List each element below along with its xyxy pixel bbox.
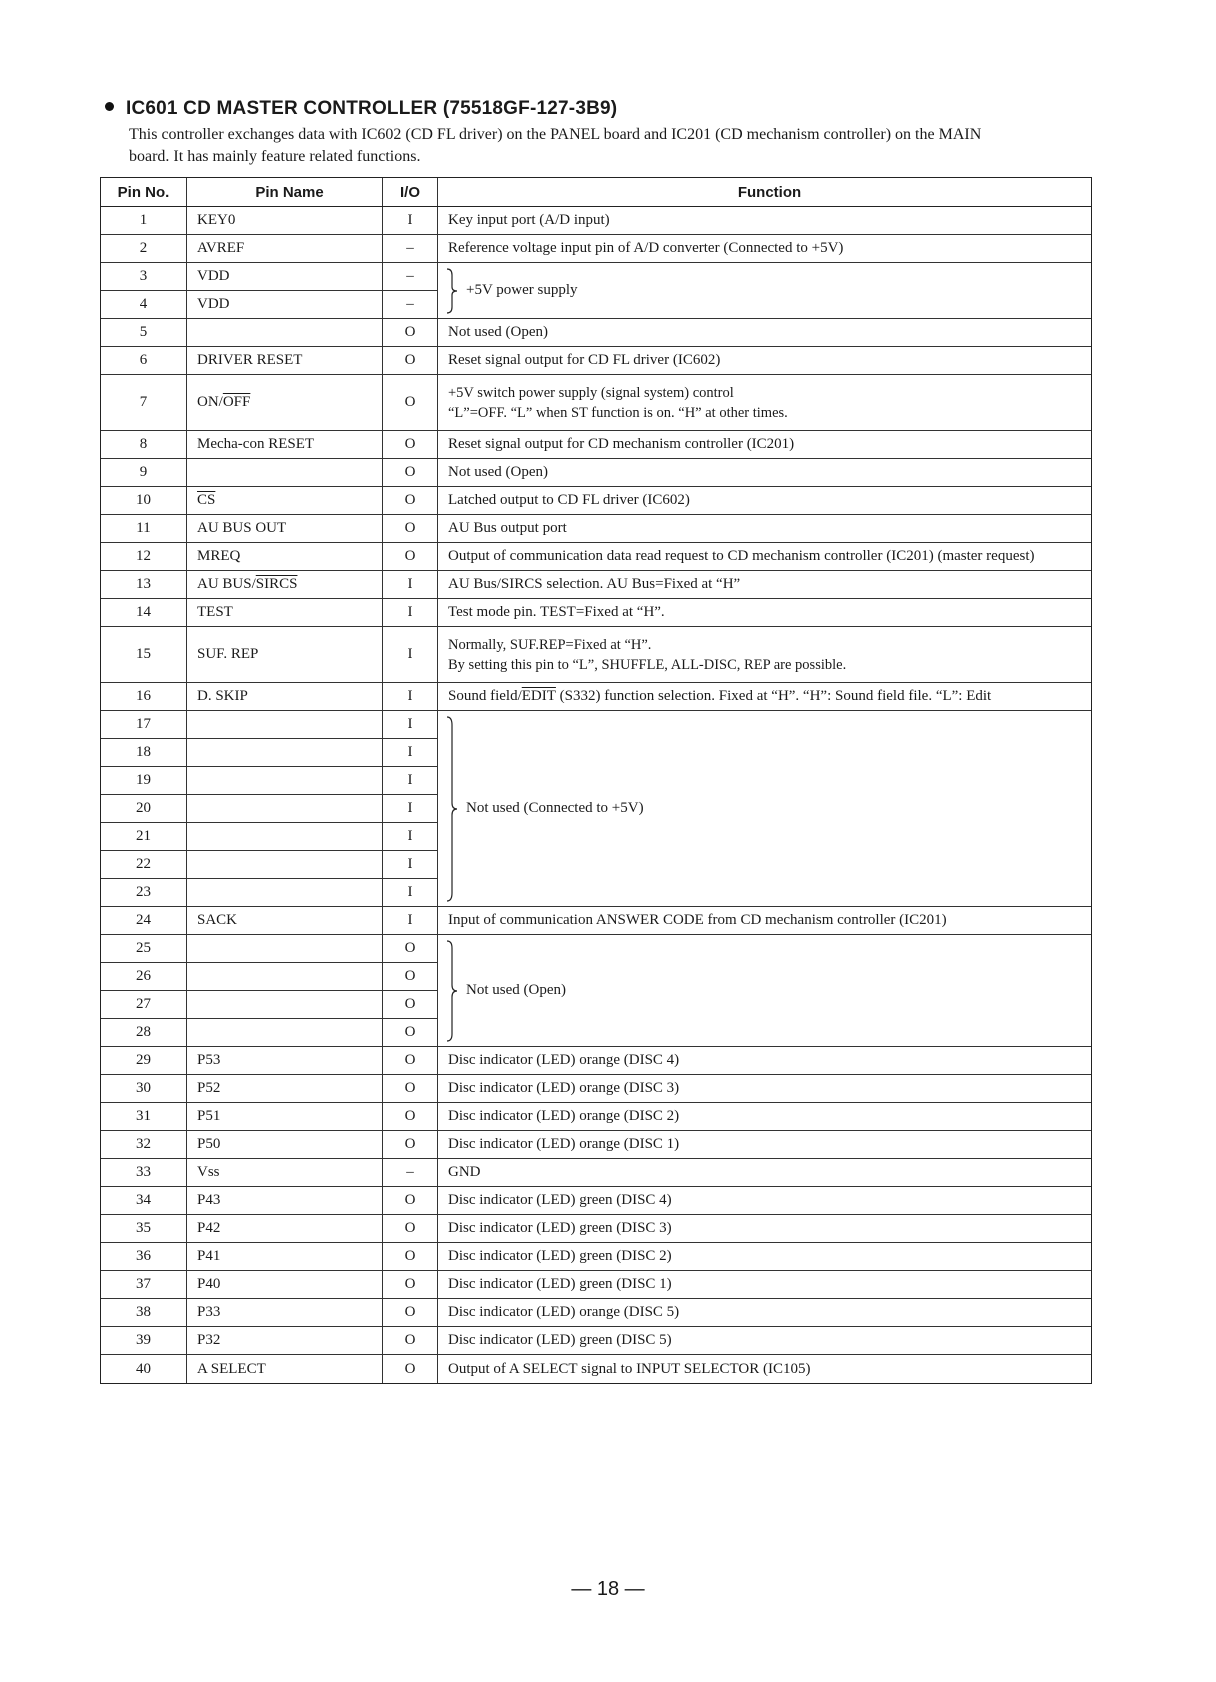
pin-io: O bbox=[383, 991, 438, 1018]
group-left bbox=[101, 263, 438, 318]
pin-no: 3 bbox=[101, 263, 187, 290]
section-heading bbox=[105, 98, 617, 120]
pin-name bbox=[187, 823, 383, 850]
pin-name: AVREF bbox=[187, 235, 383, 262]
pin-no: 1 bbox=[101, 207, 187, 234]
brace-icon bbox=[444, 267, 460, 315]
pin-no: 7 bbox=[101, 375, 187, 430]
pin-function: Output of A SELECT signal to INPUT SELECTOR (IC105) bbox=[448, 1360, 811, 1377]
table-row bbox=[101, 319, 1091, 347]
pin-no: 32 bbox=[101, 1131, 187, 1158]
pin-name bbox=[187, 459, 383, 486]
pin-no: 27 bbox=[101, 991, 187, 1018]
pin-io: O bbox=[383, 963, 438, 990]
pin-no: 21 bbox=[101, 823, 187, 850]
pin-name: Vss bbox=[187, 1159, 383, 1186]
table-row bbox=[101, 963, 438, 991]
table-row bbox=[101, 515, 1091, 543]
pin-io: O bbox=[383, 375, 438, 430]
table-row-group bbox=[101, 711, 1091, 907]
table-row bbox=[101, 1243, 1091, 1271]
table-row bbox=[101, 1215, 1091, 1243]
pin-io: I bbox=[383, 599, 438, 626]
pin-io: I bbox=[383, 207, 438, 234]
group-function-text: Not used (Connected to +5V) bbox=[466, 800, 644, 816]
pin-name bbox=[187, 767, 383, 794]
pin-io: O bbox=[383, 459, 438, 486]
table-row-group bbox=[101, 935, 1091, 1047]
table-header bbox=[101, 178, 1091, 207]
table-row bbox=[101, 991, 438, 1019]
pin-function: Disc indicator (LED) green (DISC 3) bbox=[448, 1220, 672, 1236]
pin-name: P53 bbox=[187, 1047, 383, 1074]
pin-name: A SELECT bbox=[187, 1355, 383, 1383]
pin-name bbox=[187, 935, 383, 962]
group-function bbox=[438, 263, 1091, 318]
table-row bbox=[101, 235, 1091, 263]
pin-io: O bbox=[383, 1271, 438, 1298]
intro-paragraph bbox=[129, 124, 1099, 168]
intro-line: This controller exchanges data with IC602 (CD FL driver) on the PANEL board and IC201 (CD mechanism controller) on the MAIN bbox=[129, 126, 982, 143]
pin-function: Disc indicator (LED) orange (DISC 3) bbox=[448, 1080, 680, 1096]
pin-no: 33 bbox=[101, 1159, 187, 1186]
header-io: I/O bbox=[383, 178, 438, 206]
pin-io: O bbox=[383, 1131, 438, 1158]
pin-function: Output of communication data read request to CD mechanism controller (IC201) (master request) bbox=[448, 548, 1035, 564]
pin-no: 24 bbox=[101, 907, 187, 934]
pin-no: 2 bbox=[101, 235, 187, 262]
table-row bbox=[101, 795, 438, 823]
pin-name bbox=[187, 991, 383, 1018]
pin-no: 35 bbox=[101, 1215, 187, 1242]
pin-io: O bbox=[383, 1355, 438, 1383]
pin-name: P41 bbox=[187, 1243, 383, 1270]
pin-name: VDD bbox=[187, 291, 383, 318]
pin-name: MREQ bbox=[187, 543, 383, 570]
header-pin-name: Pin Name bbox=[187, 178, 383, 206]
pin-name-overline: SIRCS bbox=[255, 576, 298, 592]
pin-no: 13 bbox=[101, 571, 187, 598]
brace-icon bbox=[444, 939, 460, 1043]
pin-name: P42 bbox=[187, 1215, 383, 1242]
pin-name bbox=[187, 487, 383, 514]
table-row bbox=[101, 823, 438, 851]
pin-function: Disc indicator (LED) green (DISC 1) bbox=[448, 1276, 672, 1292]
page-number: — 18 — bbox=[571, 1578, 645, 1600]
pin-name bbox=[187, 739, 383, 766]
pin-name bbox=[187, 571, 383, 598]
pin-function: Reference voltage input pin of A/D converter (Connected to +5V) bbox=[448, 240, 844, 256]
group-function bbox=[438, 711, 1091, 906]
section-title: IC601 CD MASTER CONTROLLER (75518GF-127-3B9) bbox=[126, 98, 618, 119]
pin-io: – bbox=[383, 263, 438, 290]
pin-name bbox=[187, 1019, 383, 1046]
pin-no: 6 bbox=[101, 347, 187, 374]
pin-function bbox=[438, 683, 1091, 710]
pin-function: Disc indicator (LED) orange (DISC 2) bbox=[448, 1108, 680, 1124]
table-row bbox=[101, 907, 1091, 935]
function-part: Sound field/ bbox=[448, 688, 522, 704]
pin-name: P50 bbox=[187, 1131, 383, 1158]
pin-io: O bbox=[383, 515, 438, 542]
pin-no: 18 bbox=[101, 739, 187, 766]
pin-io: O bbox=[383, 487, 438, 514]
pin-name: VDD bbox=[187, 263, 383, 290]
pin-io: I bbox=[383, 571, 438, 598]
pin-name: P32 bbox=[187, 1327, 383, 1354]
pin-io: O bbox=[383, 935, 438, 962]
table-row bbox=[101, 459, 1091, 487]
pin-no: 5 bbox=[101, 319, 187, 346]
group-left bbox=[101, 935, 438, 1046]
pin-function: Latched output to CD FL driver (IC602) bbox=[448, 492, 690, 508]
pin-name bbox=[187, 879, 383, 906]
pin-io: O bbox=[383, 1103, 438, 1130]
pin-table bbox=[100, 177, 1092, 1384]
pin-no: 9 bbox=[101, 459, 187, 486]
function-line: +5V switch power supply (signal system) control bbox=[448, 384, 734, 401]
pin-function: AU Bus/SIRCS selection. AU Bus=Fixed at “H” bbox=[448, 576, 741, 592]
pin-no: 39 bbox=[101, 1327, 187, 1354]
pin-name bbox=[187, 711, 383, 738]
pin-no: 11 bbox=[101, 515, 187, 542]
table-row bbox=[101, 431, 1091, 459]
pin-io: I bbox=[383, 795, 438, 822]
pin-name: SUF. REP bbox=[187, 627, 383, 682]
pin-io: O bbox=[383, 1075, 438, 1102]
pin-io: I bbox=[383, 739, 438, 766]
pin-name: AU BUS OUT bbox=[187, 515, 383, 542]
pin-io: O bbox=[383, 347, 438, 374]
function-part: (S332) function selection. Fixed at “H”. “H”: Sound field file. “L”: Edit bbox=[555, 688, 992, 704]
brace-icon bbox=[444, 715, 460, 903]
table-row bbox=[101, 487, 1091, 515]
function-overline: EDIT bbox=[521, 688, 556, 704]
table-row bbox=[101, 571, 1091, 599]
function-line: Normally, SUF.REP=Fixed at “H”. bbox=[448, 636, 652, 653]
pin-io: I bbox=[383, 907, 438, 934]
pin-name-part: AU BUS/ bbox=[197, 576, 256, 592]
table-row bbox=[101, 1299, 1091, 1327]
pin-io: O bbox=[383, 543, 438, 570]
pin-io: I bbox=[383, 627, 438, 682]
pin-no: 28 bbox=[101, 1019, 187, 1046]
pin-function: GND bbox=[448, 1164, 481, 1180]
pin-name bbox=[187, 375, 383, 430]
table-row bbox=[101, 1019, 438, 1046]
function-line: By setting this pin to “L”, SHUFFLE, ALL-DISC, REP are possible. bbox=[448, 656, 847, 673]
pin-no: 8 bbox=[101, 431, 187, 458]
pin-name: DRIVER RESET bbox=[187, 347, 383, 374]
table-row bbox=[101, 1047, 1091, 1075]
pin-name-overline: $\overline{OFF}$ bbox=[222, 394, 251, 410]
pin-io: O bbox=[383, 319, 438, 346]
pin-no: 25 bbox=[101, 935, 187, 962]
header-function: Function bbox=[737, 183, 802, 201]
pin-name: SACK bbox=[187, 907, 383, 934]
pin-function: AU Bus output port bbox=[448, 520, 567, 536]
pin-function: Reset signal output for CD FL driver (IC602) bbox=[448, 352, 721, 368]
table-row bbox=[101, 1159, 1091, 1187]
pin-function: Disc indicator (LED) green (DISC 2) bbox=[448, 1248, 672, 1264]
pin-function: Disc indicator (LED) orange (DISC 5) bbox=[448, 1304, 680, 1320]
table-row bbox=[101, 207, 1091, 235]
pin-io: O bbox=[383, 1019, 438, 1046]
pin-no: 31 bbox=[101, 1103, 187, 1130]
pin-name-overline: $\overline{CS}$ bbox=[197, 492, 216, 508]
table-row bbox=[101, 291, 438, 318]
pin-name bbox=[187, 795, 383, 822]
pin-function: Input of communication ANSWER CODE from CD mechanism controller (IC201) bbox=[448, 912, 947, 928]
pin-no: 23 bbox=[101, 879, 187, 906]
pin-name bbox=[187, 963, 383, 990]
table-row-group bbox=[101, 263, 1091, 319]
pin-no: 30 bbox=[101, 1075, 187, 1102]
pin-io: O bbox=[383, 1215, 438, 1242]
header-pin-no: Pin No. bbox=[101, 178, 187, 206]
pin-no: 20 bbox=[101, 795, 187, 822]
pin-io: I bbox=[383, 767, 438, 794]
table-row bbox=[101, 1131, 1091, 1159]
group-function bbox=[438, 935, 1091, 1046]
function-line: “L”=OFF. “L” when ST function is on. “H” at other times. bbox=[448, 404, 788, 421]
pin-io: I bbox=[383, 879, 438, 906]
group-function-text: Not used (Open) bbox=[466, 982, 566, 998]
pin-function: Reset signal output for CD mechanism controller (IC201) bbox=[448, 436, 795, 452]
table-row bbox=[101, 851, 438, 879]
pin-io: O bbox=[383, 1327, 438, 1354]
group-function-text: +5V power supply bbox=[466, 282, 578, 298]
pin-function bbox=[438, 627, 1091, 682]
pin-no: 38 bbox=[101, 1299, 187, 1326]
pin-name: P51 bbox=[187, 1103, 383, 1130]
pin-io: O bbox=[383, 1299, 438, 1326]
table-row bbox=[101, 1327, 1091, 1355]
pin-name: D. SKIP bbox=[187, 683, 383, 710]
table-row bbox=[101, 1187, 1091, 1215]
bullet-icon bbox=[105, 102, 114, 111]
pin-no: 37 bbox=[101, 1271, 187, 1298]
pin-name: KEY0 bbox=[187, 207, 383, 234]
pin-no: 34 bbox=[101, 1187, 187, 1214]
pin-no: 12 bbox=[101, 543, 187, 570]
pin-function: Test mode pin. TEST=Fixed at “H”. bbox=[448, 604, 665, 620]
table-row bbox=[101, 375, 1091, 431]
table-row bbox=[101, 347, 1091, 375]
table-row bbox=[101, 1075, 1091, 1103]
pin-no: 17 bbox=[101, 711, 187, 738]
table-row bbox=[101, 1355, 1091, 1383]
pin-no: 22 bbox=[101, 851, 187, 878]
pin-name bbox=[187, 851, 383, 878]
table-row bbox=[101, 627, 1091, 683]
table-row bbox=[101, 1271, 1091, 1299]
pin-io: – bbox=[383, 1159, 438, 1186]
table-row bbox=[101, 599, 1091, 627]
table-row bbox=[101, 263, 438, 291]
pin-io: I bbox=[383, 823, 438, 850]
pin-function: Disc indicator (LED) green (DISC 4) bbox=[448, 1192, 672, 1208]
pin-function: Disc indicator (LED) orange (DISC 1) bbox=[448, 1136, 680, 1152]
pin-no: 19 bbox=[101, 767, 187, 794]
table-row bbox=[101, 683, 1091, 711]
pin-io: O bbox=[383, 1243, 438, 1270]
pin-function: Disc indicator (LED) green (DISC 5) bbox=[448, 1332, 672, 1348]
pin-io: O bbox=[383, 1047, 438, 1074]
pin-no: 15 bbox=[101, 627, 187, 682]
table-row bbox=[101, 543, 1091, 571]
pin-no: 10 bbox=[101, 487, 187, 514]
pin-function: Disc indicator (LED) orange (DISC 4) bbox=[448, 1052, 680, 1068]
group-left bbox=[101, 711, 438, 906]
pin-no: 16 bbox=[101, 683, 187, 710]
pin-no: 14 bbox=[101, 599, 187, 626]
pin-name: TEST bbox=[187, 599, 383, 626]
pin-name: P40 bbox=[187, 1271, 383, 1298]
pin-function: Not used (Open) bbox=[448, 324, 548, 340]
pin-no: 29 bbox=[101, 1047, 187, 1074]
pin-function: Key input port (A/D input) bbox=[448, 212, 610, 228]
pin-function bbox=[438, 375, 1091, 430]
table-row bbox=[101, 935, 438, 963]
pin-io: I bbox=[383, 683, 438, 710]
pin-name: P52 bbox=[187, 1075, 383, 1102]
pin-name: P43 bbox=[187, 1187, 383, 1214]
table-row bbox=[101, 711, 438, 739]
pin-io: – bbox=[383, 235, 438, 262]
pin-no: 26 bbox=[101, 963, 187, 990]
pin-function: Not used (Open) bbox=[448, 464, 548, 480]
table-row bbox=[101, 879, 438, 906]
pin-io: I bbox=[383, 851, 438, 878]
pin-name: P33 bbox=[187, 1299, 383, 1326]
pin-name-part: ON/ bbox=[197, 394, 223, 410]
pin-io: O bbox=[383, 431, 438, 458]
pin-name: Mecha-con RESET bbox=[187, 431, 383, 458]
pin-no: 36 bbox=[101, 1243, 187, 1270]
table-row bbox=[101, 739, 438, 767]
pin-io: – bbox=[383, 291, 438, 318]
table-row bbox=[101, 767, 438, 795]
pin-io: O bbox=[383, 1187, 438, 1214]
pin-no: 40 bbox=[101, 1355, 187, 1383]
pin-io: I bbox=[383, 711, 438, 738]
pin-no: 4 bbox=[101, 291, 187, 318]
table-row bbox=[101, 1103, 1091, 1131]
intro-line: board. It has mainly feature related functions. bbox=[129, 148, 421, 165]
pin-name bbox=[187, 319, 383, 346]
